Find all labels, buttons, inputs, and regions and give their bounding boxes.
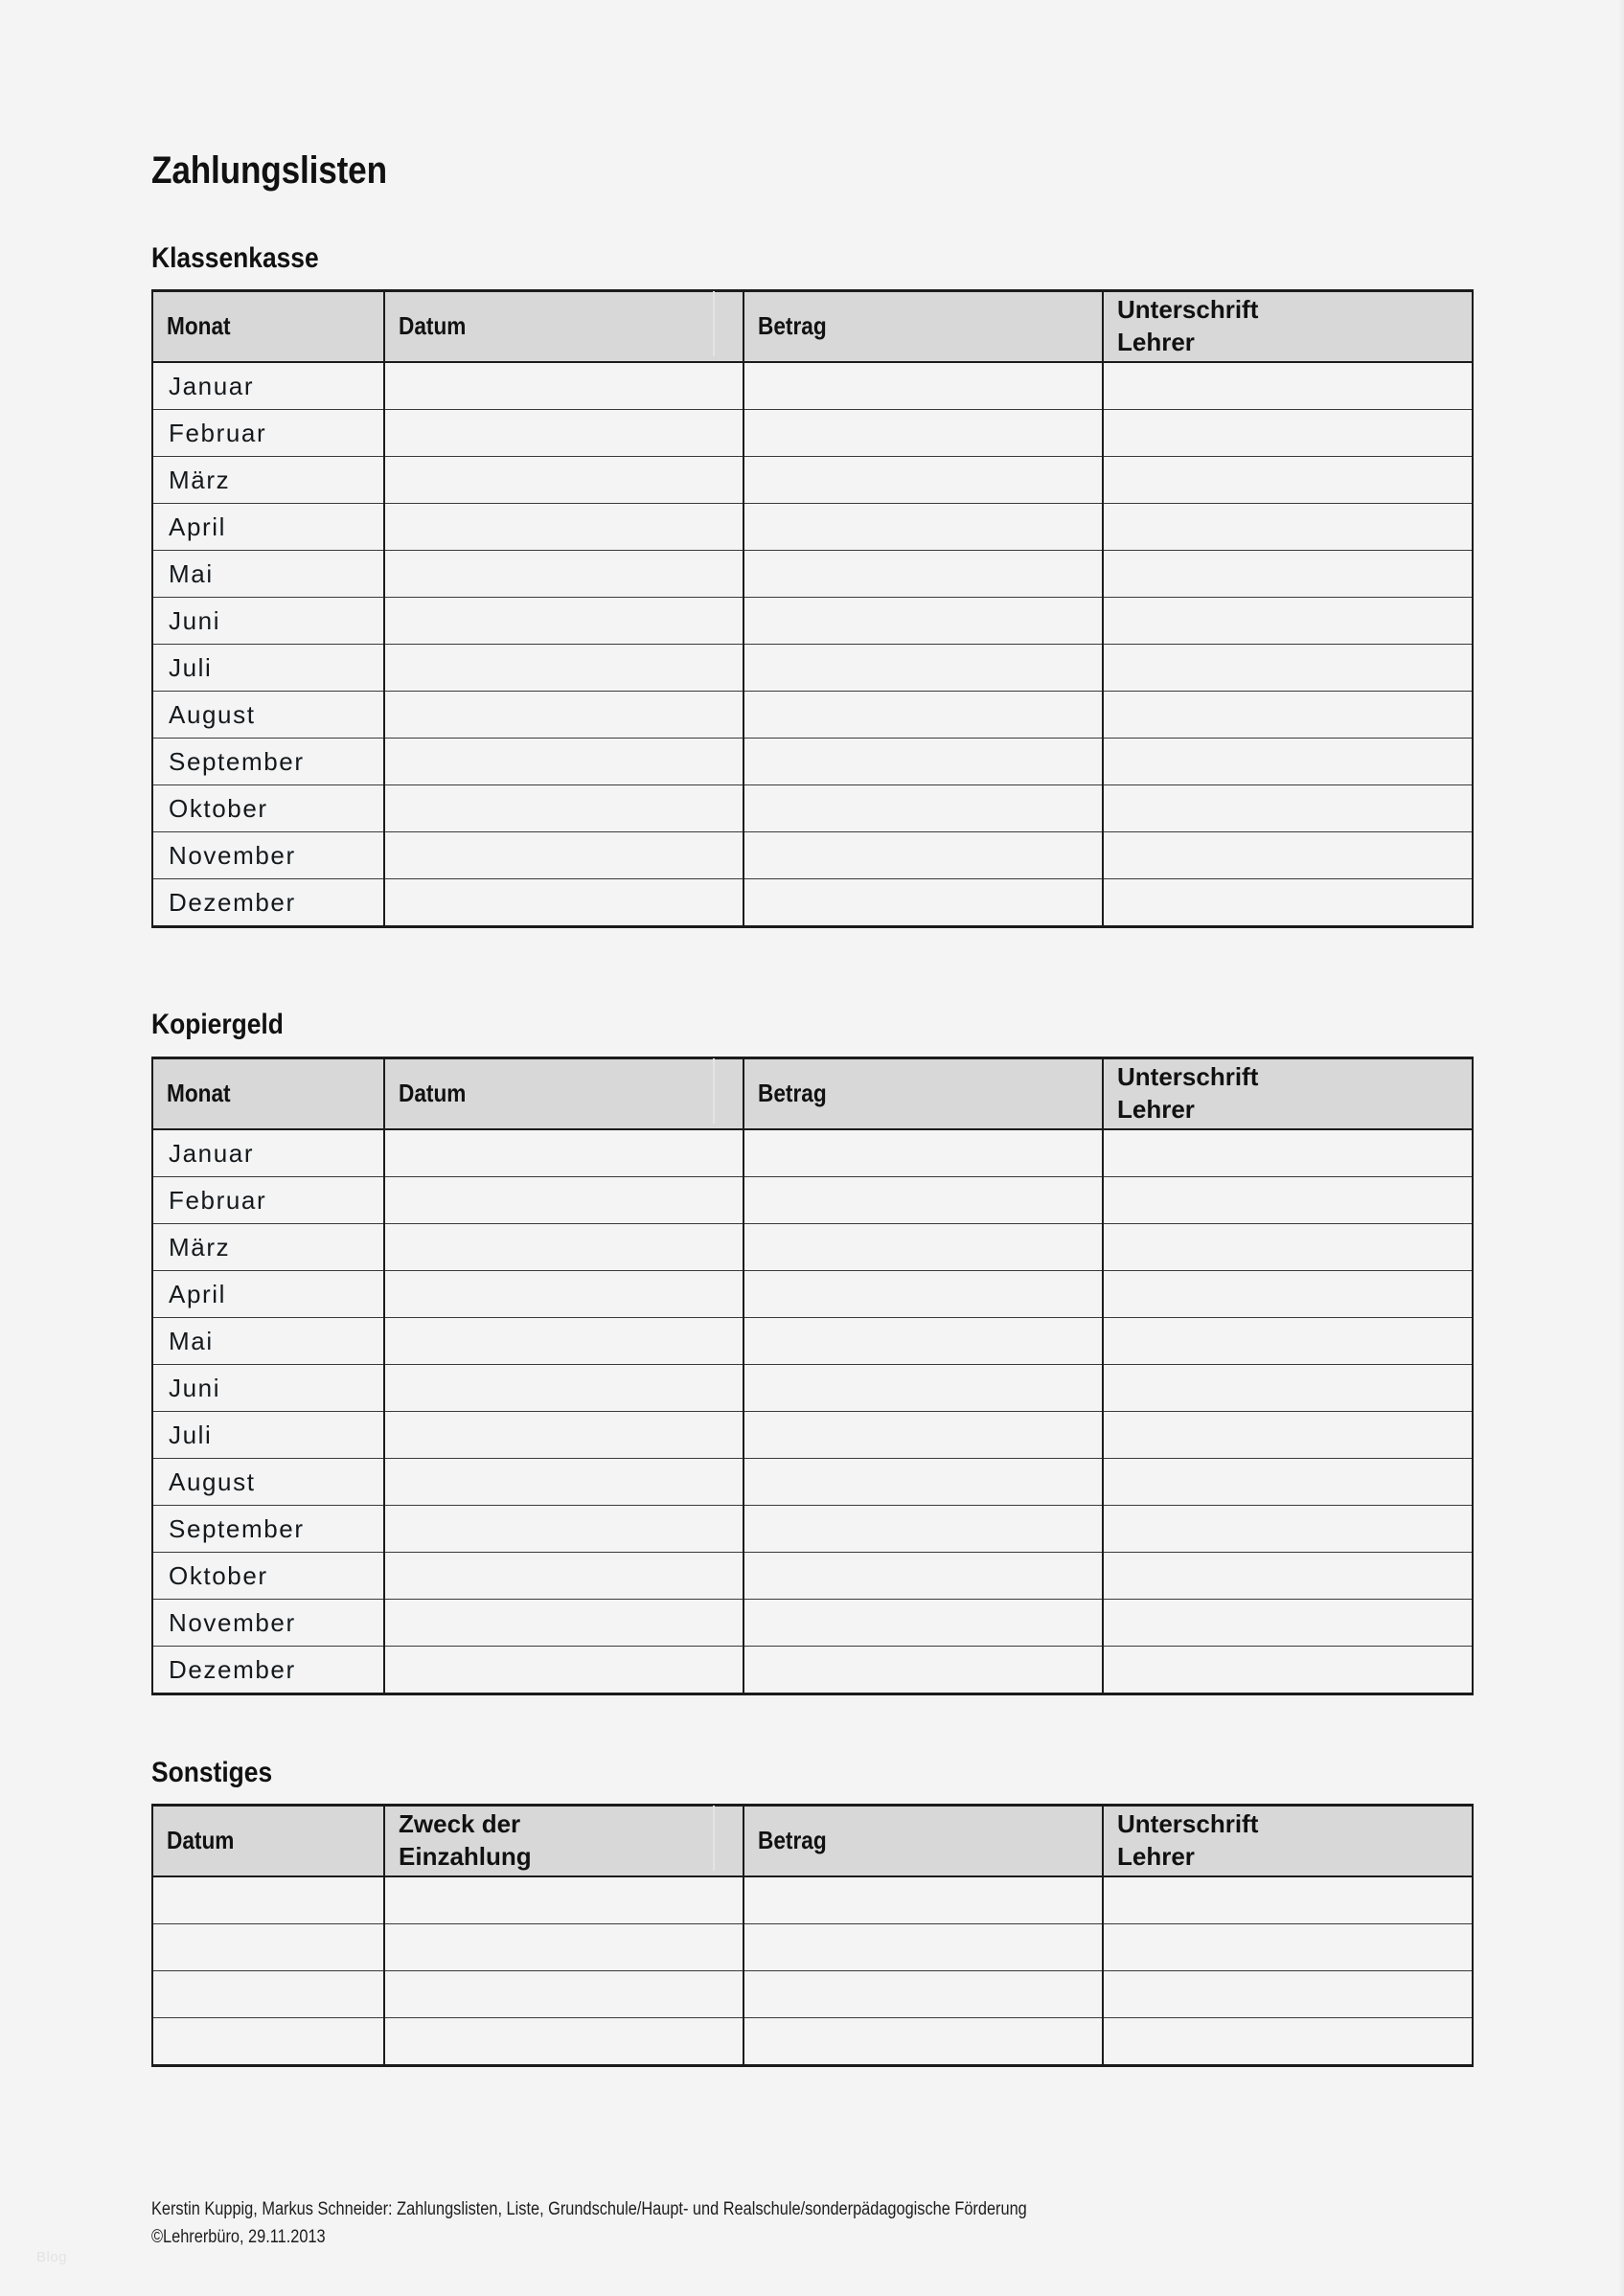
cell-monat: März — [152, 457, 384, 504]
cell-datum[interactable] — [384, 645, 743, 692]
section-heading-klassenkasse: Klassenkasse — [151, 242, 319, 274]
column-header-betrag — [743, 1058, 1103, 1130]
cell-unterschrift[interactable] — [1103, 457, 1473, 504]
cell-datum[interactable] — [384, 1600, 743, 1647]
table-row — [152, 1412, 1473, 1459]
table-row — [152, 1318, 1473, 1365]
table-row — [152, 410, 1473, 457]
cell-monat: September — [152, 1506, 384, 1553]
cell-datum[interactable] — [384, 1412, 743, 1459]
cell-datum[interactable] — [384, 1365, 743, 1412]
cell-unterschrift[interactable] — [1103, 1876, 1473, 1924]
cell-unterschrift[interactable] — [1103, 1129, 1473, 1177]
cell-unterschrift[interactable] — [1103, 1459, 1473, 1506]
cell-datum[interactable] — [384, 785, 743, 832]
cell-monat: Juni — [152, 1365, 384, 1412]
table-row — [152, 1876, 1473, 1924]
cell-datum[interactable] — [384, 457, 743, 504]
table-kopiergeld — [151, 1057, 1474, 1695]
table-header-row — [152, 1058, 1473, 1130]
column-header-unterschrift-line1: Unterschrift — [1117, 295, 1259, 325]
cell-datum[interactable] — [384, 362, 743, 410]
column-header-betrag-label: Betrag — [758, 311, 827, 341]
cell-monat: März — [152, 1224, 384, 1271]
cell-zweck[interactable] — [384, 1876, 743, 1924]
cell-unterschrift[interactable] — [1103, 739, 1473, 785]
table-row — [152, 551, 1473, 598]
cell-betrag[interactable] — [743, 645, 1103, 692]
table-row — [152, 1600, 1473, 1647]
table-row — [152, 785, 1473, 832]
cell-unterschrift[interactable] — [1103, 1224, 1473, 1271]
table-row — [152, 692, 1473, 739]
cell-unterschrift[interactable] — [1103, 1365, 1473, 1412]
table-row — [152, 1129, 1473, 1177]
cell-unterschrift[interactable] — [1103, 1177, 1473, 1224]
cell-betrag[interactable] — [743, 1971, 1103, 2018]
cell-unterschrift[interactable] — [1103, 1553, 1473, 1600]
column-header-unterschrift-line1: Unterschrift — [1117, 1809, 1259, 1839]
cell-betrag[interactable] — [743, 410, 1103, 457]
cell-betrag[interactable] — [743, 457, 1103, 504]
cell-zweck[interactable] — [384, 1971, 743, 2018]
cell-monat: Oktober — [152, 1553, 384, 1600]
cell-unterschrift[interactable] — [1103, 504, 1473, 551]
cell-betrag[interactable] — [743, 692, 1103, 739]
cell-monat: Juli — [152, 1412, 384, 1459]
cell-datum[interactable] — [384, 1318, 743, 1365]
table-row — [152, 1271, 1473, 1318]
cell-betrag[interactable] — [743, 1318, 1103, 1365]
footer-copyright: ©Lehrerbüro, 29.11.2013 — [151, 2227, 326, 2248]
table-row — [152, 1177, 1473, 1224]
cell-betrag[interactable] — [743, 785, 1103, 832]
cell-unterschrift[interactable] — [1103, 2018, 1473, 2066]
cell-betrag[interactable] — [743, 1506, 1103, 1553]
column-header-datum-label: Datum — [399, 311, 467, 341]
cell-monat: Februar — [152, 410, 384, 457]
cell-monat: Oktober — [152, 785, 384, 832]
table-row — [152, 2018, 1473, 2066]
cell-datum[interactable] — [384, 598, 743, 645]
cell-datum[interactable] — [384, 1177, 743, 1224]
table-row — [152, 1506, 1473, 1553]
cell-betrag[interactable] — [743, 1224, 1103, 1271]
cell-betrag[interactable] — [743, 1129, 1103, 1177]
cell-monat: Februar — [152, 1177, 384, 1224]
cell-monat: Mai — [152, 551, 384, 598]
cell-monat: August — [152, 1459, 384, 1506]
cell-monat: April — [152, 1271, 384, 1318]
corner-watermark: Blog — [36, 2249, 68, 2265]
cell-betrag[interactable] — [743, 1459, 1103, 1506]
column-header-betrag — [743, 291, 1103, 363]
cell-datum[interactable] — [384, 692, 743, 739]
column-header-monat — [152, 1058, 384, 1130]
cell-monat: Dezember — [152, 879, 384, 927]
cell-datum[interactable] — [384, 504, 743, 551]
section-heading-kopiergeld: Kopiergeld — [151, 1009, 284, 1040]
cell-datum[interactable] — [384, 1271, 743, 1318]
table-row — [152, 457, 1473, 504]
cell-datum[interactable] — [384, 1129, 743, 1177]
table-klassenkasse — [151, 289, 1474, 928]
cell-monat: Januar — [152, 1129, 384, 1177]
cell-datum[interactable] — [384, 551, 743, 598]
cell-datum[interactable] — [384, 1224, 743, 1271]
column-header-betrag-label: Betrag — [758, 1826, 827, 1855]
column-header-betrag — [743, 1806, 1103, 1877]
cell-datum[interactable] — [152, 1924, 384, 1971]
cell-monat: Dezember — [152, 1647, 384, 1694]
cell-datum[interactable] — [384, 410, 743, 457]
cell-unterschrift[interactable] — [1103, 362, 1473, 410]
cell-betrag[interactable] — [743, 1600, 1103, 1647]
column-header-unterschrift-line1: Unterschrift — [1117, 1062, 1259, 1092]
column-header-unterschrift-line2: Lehrer — [1117, 1842, 1195, 1871]
cell-monat: September — [152, 739, 384, 785]
table-row — [152, 1224, 1473, 1271]
section-heading-sonstiges: Sonstiges — [151, 1757, 273, 1788]
cell-unterschrift[interactable] — [1103, 692, 1473, 739]
cell-monat: April — [152, 504, 384, 551]
cell-betrag[interactable] — [743, 551, 1103, 598]
column-header-datum — [152, 1806, 384, 1877]
cell-monat: Juli — [152, 645, 384, 692]
footer-attribution: Kerstin Kuppig, Markus Schneider: Zahlungslisten, Liste, Grundschule/Haupt- und Realschule/sonderpädagogische Förderung — [151, 2199, 1027, 2219]
cell-unterschrift[interactable] — [1103, 410, 1473, 457]
cell-betrag[interactable] — [743, 1553, 1103, 1600]
column-header-monat-label: Monat — [167, 311, 231, 341]
cell-unterschrift[interactable] — [1103, 1412, 1473, 1459]
table-header-row — [152, 291, 1473, 363]
cell-betrag[interactable] — [743, 739, 1103, 785]
cell-datum[interactable] — [152, 1971, 384, 2018]
cell-betrag[interactable] — [743, 1412, 1103, 1459]
column-header-datum-label: Datum — [167, 1826, 235, 1855]
cell-datum[interactable] — [152, 2018, 384, 2066]
column-header-zweck-line1: Zweck der — [399, 1809, 521, 1839]
cell-unterschrift[interactable] — [1103, 1506, 1473, 1553]
cell-unterschrift[interactable] — [1103, 551, 1473, 598]
column-header-unterschrift-line2: Lehrer — [1117, 1095, 1195, 1124]
cell-datum[interactable] — [384, 739, 743, 785]
table-row — [152, 832, 1473, 879]
cell-datum[interactable] — [152, 1876, 384, 1924]
cell-betrag[interactable] — [743, 1647, 1103, 1694]
table-row — [152, 1553, 1473, 1600]
cell-unterschrift[interactable] — [1103, 832, 1473, 879]
cell-betrag[interactable] — [743, 504, 1103, 551]
column-header-monat-label: Monat — [167, 1079, 231, 1108]
column-header-unterschrift-lehrer — [1103, 1058, 1473, 1130]
cell-monat: November — [152, 1600, 384, 1647]
cell-betrag[interactable] — [743, 832, 1103, 879]
table-row — [152, 1647, 1473, 1694]
cell-datum[interactable] — [384, 832, 743, 879]
cell-unterschrift[interactable] — [1103, 1600, 1473, 1647]
cell-zweck[interactable] — [384, 2018, 743, 2066]
cell-betrag[interactable] — [743, 1177, 1103, 1224]
table-row — [152, 1459, 1473, 1506]
column-header-unterschrift-lehrer — [1103, 1806, 1473, 1877]
cell-betrag[interactable] — [743, 1924, 1103, 1971]
table-body-sonstiges — [152, 1876, 1473, 2066]
cell-monat: Juni — [152, 598, 384, 645]
table-row — [152, 1365, 1473, 1412]
cell-datum[interactable] — [384, 1647, 743, 1694]
cell-unterschrift[interactable] — [1103, 1271, 1473, 1318]
column-header-zweck-der-einzahlung — [384, 1806, 743, 1877]
column-header-datum — [384, 291, 743, 363]
cell-unterschrift[interactable] — [1103, 785, 1473, 832]
table-body-kopiergeld — [152, 1129, 1473, 1694]
cell-betrag[interactable] — [743, 598, 1103, 645]
cell-unterschrift[interactable] — [1103, 645, 1473, 692]
footer — [151, 2195, 1512, 2252]
column-header-unterschrift-lehrer — [1103, 291, 1473, 363]
cell-unterschrift[interactable] — [1103, 879, 1473, 927]
cell-unterschrift[interactable] — [1103, 1924, 1473, 1971]
column-header-datum-label: Datum — [399, 1079, 467, 1108]
table-row — [152, 362, 1473, 410]
cell-betrag[interactable] — [743, 362, 1103, 410]
table-row — [152, 598, 1473, 645]
cell-unterschrift[interactable] — [1103, 598, 1473, 645]
cell-betrag[interactable] — [743, 879, 1103, 927]
table-row — [152, 1971, 1473, 2018]
cell-betrag[interactable] — [743, 1365, 1103, 1412]
cell-monat: August — [152, 692, 384, 739]
table-sonstiges — [151, 1804, 1474, 2067]
column-header-datum — [384, 1058, 743, 1130]
column-header-monat — [152, 291, 384, 363]
column-header-zweck-line2: Einzahlung — [399, 1842, 532, 1871]
cell-betrag[interactable] — [743, 1271, 1103, 1318]
table-row — [152, 504, 1473, 551]
cell-unterschrift[interactable] — [1103, 1647, 1473, 1694]
cell-datum[interactable] — [384, 1506, 743, 1553]
cell-zweck[interactable] — [384, 1924, 743, 1971]
page-title: Zahlungslisten — [151, 149, 387, 192]
cell-datum[interactable] — [384, 1459, 743, 1506]
cell-monat: November — [152, 832, 384, 879]
table-row — [152, 739, 1473, 785]
cell-betrag[interactable] — [743, 1876, 1103, 1924]
cell-monat: Januar — [152, 362, 384, 410]
page-edge-shading — [1618, 0, 1624, 2296]
cell-datum[interactable] — [384, 879, 743, 927]
column-header-unterschrift-line2: Lehrer — [1117, 328, 1195, 356]
cell-betrag[interactable] — [743, 2018, 1103, 2066]
cell-datum[interactable] — [384, 1553, 743, 1600]
table-row — [152, 645, 1473, 692]
cell-monat: Mai — [152, 1318, 384, 1365]
table-body-klassenkasse — [152, 362, 1473, 927]
table-row — [152, 1924, 1473, 1971]
cell-unterschrift[interactable] — [1103, 1318, 1473, 1365]
table-header-row — [152, 1806, 1473, 1877]
column-header-betrag-label: Betrag — [758, 1079, 827, 1108]
table-row — [152, 879, 1473, 927]
cell-unterschrift[interactable] — [1103, 1971, 1473, 2018]
